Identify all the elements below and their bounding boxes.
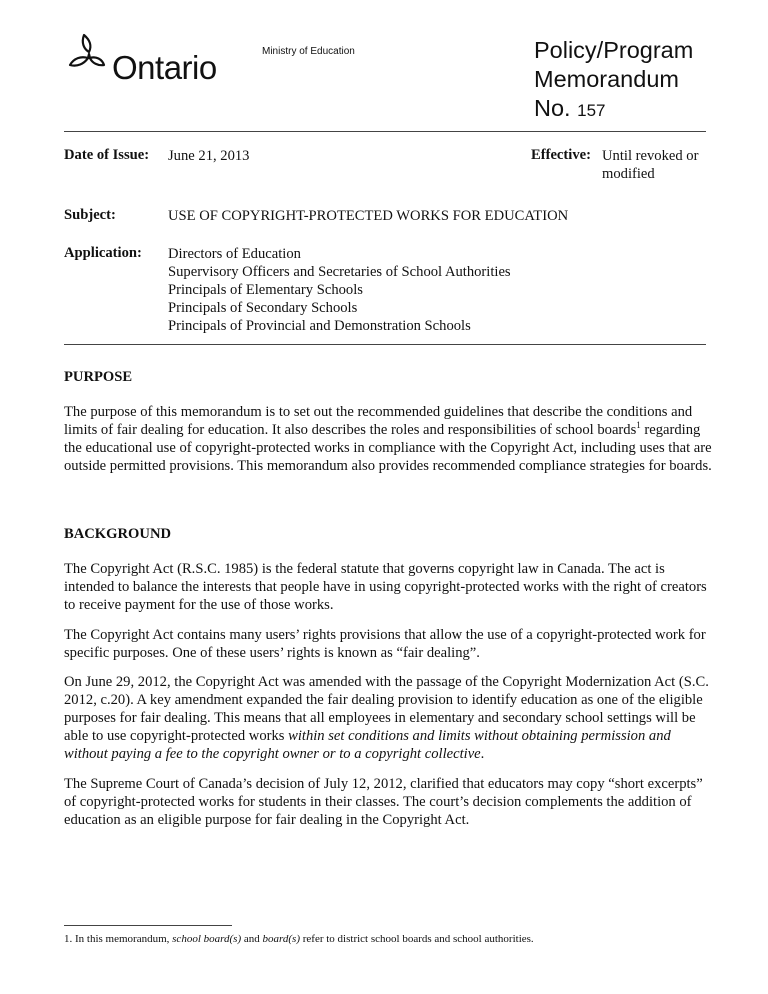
effective-value	[602, 147, 698, 183]
ontario-logo	[64, 32, 224, 92]
application-item: Principals of Provincial and Demonstration Schools	[168, 318, 471, 334]
background-paragraph-1: The Copyright Act (R.S.C. 1985) is the federal statute that governs copyright law in Canada. The act is intended to balance the interests that people have in using copyright-protected works with the right of creators to receive payment for the use of those works.	[64, 561, 707, 613]
emphasis-text: within set conditions and limits without obtaining permission and without paying a fee to the copyright owner or to a copyright collective	[64, 728, 671, 762]
effective-label: Effective:	[531, 147, 591, 163]
ministry-name: Ministry of Education	[262, 46, 355, 57]
logo-wordmark: Ontario	[112, 49, 217, 86]
date-value: June 21, 2013	[168, 148, 250, 164]
application-label: Application:	[64, 245, 142, 261]
subject-value: USE OF COPYRIGHT-PROTECTED WORKS FOR EDUCATION	[168, 208, 569, 224]
date-label: Date of Issue:	[64, 147, 150, 163]
footnote-ref: 1	[636, 420, 641, 430]
application-item: Supervisory Officers and Secretaries of School Authorities	[168, 264, 511, 280]
header-divider	[64, 131, 706, 132]
footnote-divider	[64, 925, 232, 926]
purpose-paragraph: The purpose of this memorandum is to set out the recommended guidelines that describe the conditions and limits of fair dealing for education. It also describes the roles and responsibilities of school boards$^1$ regarding the educational use of copyright-protected works in compliance with the Copyright Act, including uses that are outside permitted provisions. This memorandum also provides recommended compliance strategies for boards.	[64, 404, 712, 474]
effective-line1: Until revoked or	[602, 148, 699, 164]
background-paragraph-3: On June 29, 2012, the Copyright Act was amended with the passage of the Copyright Modernization Act (S.C. 2012, c.20). A key amendment expanded the fair dealing provision to identify education as one of the eligible purposes for fair dealing. This means that all employees in elementary and secondary school settings will be able to use copyright-protected works within set conditions and limits without obtaining permission and without paying a fee to the copyright owner or to a copyright collective.	[64, 674, 709, 762]
application-list	[168, 245, 511, 335]
trillium-icon	[64, 32, 114, 82]
memo-title-line2: Memorandum	[534, 66, 679, 92]
subject-label: Subject:	[64, 207, 116, 223]
memo-title	[534, 36, 693, 125]
meta-divider	[64, 344, 706, 345]
memo-number-value: 157	[577, 101, 606, 120]
application-item: Principals of Elementary Schools	[168, 282, 363, 298]
effective-line2: modified	[602, 166, 655, 182]
background-heading: BACKGROUND	[64, 526, 172, 542]
memo-title-line1: Policy/Program	[534, 37, 694, 63]
purpose-heading: PURPOSE	[64, 369, 133, 385]
background-paragraph-2: The Copyright Act contains many users’ rights provisions that allow the use of a copyright-protected work for specific purposes. One of these users’ rights is known as “fair dealing”.	[64, 627, 706, 661]
application-item: Directors of Education	[168, 246, 301, 262]
memo-number	[534, 94, 693, 125]
background-paragraph-4: The Supreme Court of Canada’s decision of July 12, 2012, clarified that educators may copy “short excerpts” of copyright-protected works for students in their classes. The court’s decision complements the addition of education as an eligible purpose for fair dealing in the Copyright Act.	[64, 776, 703, 828]
footnote: 1. In this memorandum, school board(s) and board(s) refer to district school boards and school authorities.	[64, 933, 534, 945]
application-item: Principals of Secondary Schools	[168, 300, 358, 316]
memo-number-prefix: No.	[534, 95, 571, 121]
